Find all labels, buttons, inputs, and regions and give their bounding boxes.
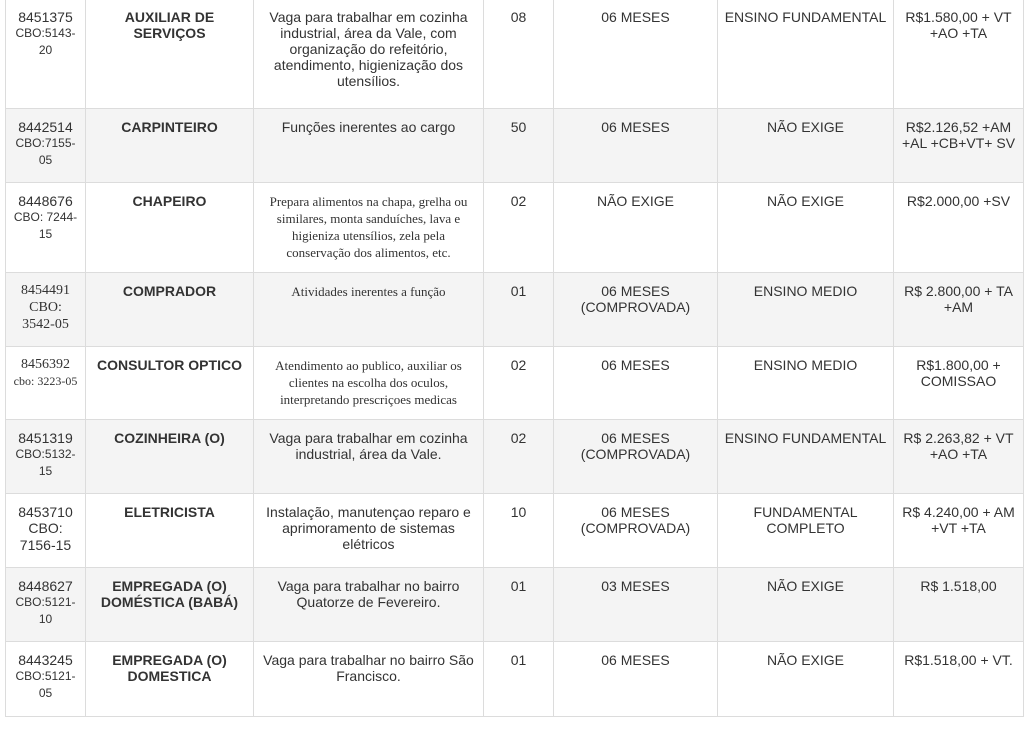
experience-cell — [554, 568, 718, 642]
education-required: ENSINO FUNDAMENTAL — [724, 430, 887, 446]
education-cell — [718, 642, 894, 717]
job-title: COMPRADOR — [122, 283, 217, 299]
salary-cell — [894, 109, 1024, 183]
vacancy-code: 8443245 — [18, 652, 73, 668]
education-required: ENSINO FUNDAMENTAL — [724, 9, 887, 25]
education-cell — [718, 183, 894, 273]
role-cell — [86, 347, 254, 420]
education-required: ENSINO MEDIO — [753, 357, 858, 373]
education-cell — [718, 0, 894, 109]
salary-cell — [894, 494, 1024, 568]
table-row — [6, 347, 1024, 420]
vacancy-code-cell — [6, 347, 86, 420]
vacancy-code-cell — [6, 642, 86, 717]
experience-required: 06 MESES — [601, 652, 670, 668]
cbo-code: CBO: 7244-15 — [13, 210, 78, 241]
table-row — [6, 109, 1024, 183]
openings-count: 01 — [510, 652, 527, 668]
openings-cell — [484, 109, 554, 183]
job-title: EMPREGADA (O) DOMESTICA — [112, 652, 227, 684]
openings-count: 01 — [510, 283, 527, 299]
job-description: Instalação, manutençao reparo e aprimoramento de sistemas elétricos — [266, 504, 471, 552]
cbo-code: CBO:5132-15 — [15, 447, 76, 478]
salary: R$1.580,00 + VT +AO +TA — [905, 9, 1012, 41]
table-row — [6, 494, 1024, 568]
openings-cell — [484, 642, 554, 717]
cbo-code: cbo: 3223-05 — [13, 374, 78, 388]
job-description: Vaga para trabalhar no bairro Quatorze de Fevereiro. — [277, 578, 460, 610]
education-cell — [718, 568, 894, 642]
vacancy-code: 8451375 — [18, 9, 73, 25]
openings-count: 08 — [510, 9, 527, 25]
experience-cell — [554, 420, 718, 494]
openings-cell — [484, 183, 554, 273]
cbo-code: CBO:5121-10 — [15, 595, 76, 626]
vacancy-code: 8448627 — [18, 578, 73, 594]
experience-required: 06 MESES — [601, 119, 670, 135]
salary: R$2.126,52 +AM +AL +CB+VT+ SV — [901, 119, 1016, 151]
vacancy-code: 8454491 — [21, 283, 70, 298]
vacancy-code-cell — [6, 273, 86, 347]
salary-cell — [894, 568, 1024, 642]
education-required: NÃO EXIGE — [766, 578, 845, 594]
table-row — [6, 183, 1024, 273]
vacancy-code: 8453710 — [18, 504, 73, 520]
salary: R$ 2.800,00 + TA +AM — [904, 283, 1013, 315]
education-required: FUNDAMENTAL COMPLETO — [753, 504, 858, 536]
openings-cell — [484, 347, 554, 420]
experience-cell — [554, 109, 718, 183]
job-listings-table — [5, 0, 1024, 717]
salary-cell — [894, 0, 1024, 109]
salary-cell — [894, 420, 1024, 494]
role-cell — [86, 420, 254, 494]
job-title: ELETRICISTA — [124, 504, 215, 520]
openings-count: 02 — [510, 357, 527, 373]
education-cell — [718, 494, 894, 568]
vacancy-code-cell — [6, 109, 86, 183]
cbo-code: CBO:5143-20 — [15, 26, 76, 57]
experience-cell — [554, 183, 718, 273]
description-cell — [254, 273, 484, 347]
job-description: Prepara alimentos na chapa, grelha ou similares, monta sanduíches, lava e higieniza utensílios, zela pela conservação dos alimentos, etc. — [269, 194, 468, 260]
description-cell — [254, 0, 484, 109]
experience-cell — [554, 494, 718, 568]
description-cell — [254, 420, 484, 494]
description-cell — [254, 494, 484, 568]
job-title: CONSULTOR OPTICO — [97, 357, 242, 373]
salary-cell — [894, 642, 1024, 717]
description-cell — [254, 109, 484, 183]
education-cell — [718, 273, 894, 347]
role-cell — [86, 273, 254, 347]
job-description: Atividades inerentes a função — [291, 284, 446, 299]
education-required: NÃO EXIGE — [766, 119, 845, 135]
openings-count: 01 — [510, 578, 527, 594]
salary-cell — [894, 273, 1024, 347]
table-row — [6, 420, 1024, 494]
openings-cell — [484, 0, 554, 109]
vacancy-code-cell — [6, 420, 86, 494]
experience-cell — [554, 347, 718, 420]
role-cell — [86, 183, 254, 273]
table-row — [6, 642, 1024, 717]
table-row — [6, 0, 1024, 109]
salary-cell — [894, 347, 1024, 420]
salary: R$2.000,00 +SV — [906, 193, 1011, 209]
description-cell — [254, 183, 484, 273]
experience-cell — [554, 642, 718, 717]
cbo-code: CBO: 7156-15 — [19, 520, 72, 553]
job-description: Atendimento ao publico, auxiliar os clientes na escolha dos oculos, interpretando prescriçoes medicas — [275, 358, 462, 407]
job-title: AUXILIAR DE SERVIÇOS — [124, 9, 215, 41]
education-cell — [718, 109, 894, 183]
experience-required: NÃO EXIGE — [596, 193, 675, 209]
openings-count: 02 — [510, 193, 527, 209]
job-title: CARPINTEIRO — [121, 119, 218, 135]
vacancy-code-cell — [6, 568, 86, 642]
table-row — [6, 568, 1024, 642]
openings-count: 50 — [510, 119, 527, 135]
experience-cell — [554, 273, 718, 347]
job-description: Vaga para trabalhar no bairro São Francisco. — [263, 652, 474, 684]
experience-required: 06 MESES (COMPROVADA) — [580, 430, 691, 462]
openings-count: 10 — [510, 504, 527, 520]
vacancy-code: 8456392 — [21, 357, 70, 372]
role-cell — [86, 642, 254, 717]
role-cell — [86, 494, 254, 568]
salary: R$1.800,00 + COMISSAO — [916, 357, 1001, 389]
description-cell — [254, 568, 484, 642]
role-cell — [86, 568, 254, 642]
salary: R$ 4.240,00 + AM +VT +TA — [902, 504, 1015, 536]
table-row — [6, 273, 1024, 347]
role-cell — [86, 109, 254, 183]
salary: R$ 2.263,82 + VT +AO +TA — [903, 430, 1014, 462]
education-required: NÃO EXIGE — [766, 193, 845, 209]
education-required: ENSINO MEDIO — [753, 283, 858, 299]
experience-required: 03 MESES — [601, 578, 670, 594]
job-description: Vaga para trabalhar em cozinha industrial, área da Vale, com organização do refeitório, atendimento, higienização dos utensílios. — [269, 9, 468, 89]
vacancy-code: 8442514 — [18, 119, 73, 135]
vacancy-code-cell — [6, 183, 86, 273]
job-description: Funções inerentes ao cargo — [281, 119, 456, 135]
salary-cell — [894, 183, 1024, 273]
cbo-code: CBO:5121-05 — [15, 669, 76, 700]
salary: R$1.518,00 + VT. — [904, 652, 1013, 668]
experience-required: 06 MESES (COMPROVADA) — [580, 504, 691, 536]
description-cell — [254, 642, 484, 717]
openings-cell — [484, 568, 554, 642]
cbo-code: CBO: 3542-05 — [22, 300, 69, 332]
education-cell — [718, 347, 894, 420]
experience-required: 06 MESES (COMPROVADA) — [580, 283, 691, 315]
openings-count: 02 — [510, 430, 527, 446]
education-required: NÃO EXIGE — [766, 652, 845, 668]
description-cell — [254, 347, 484, 420]
education-cell — [718, 420, 894, 494]
openings-cell — [484, 273, 554, 347]
role-cell — [86, 0, 254, 109]
experience-required: 06 MESES — [601, 357, 670, 373]
vacancy-code: 8451319 — [18, 430, 73, 446]
job-description: Vaga para trabalhar em cozinha industrial, área da Vale. — [269, 430, 468, 462]
vacancy-code: 8448676 — [18, 193, 73, 209]
job-title: CHAPEIRO — [132, 193, 207, 209]
vacancy-code-cell — [6, 494, 86, 568]
cbo-code: CBO:7155-05 — [15, 136, 76, 167]
job-title: COZINHEIRA (O) — [114, 430, 225, 446]
job-title: EMPREGADA (O) DOMÉSTICA (BABÁ) — [100, 578, 239, 610]
openings-cell — [484, 420, 554, 494]
vacancy-code-cell — [6, 0, 86, 109]
salary: R$ 1.518,00 — [920, 578, 997, 594]
experience-required: 06 MESES — [601, 9, 670, 25]
openings-cell — [484, 494, 554, 568]
experience-cell — [554, 0, 718, 109]
